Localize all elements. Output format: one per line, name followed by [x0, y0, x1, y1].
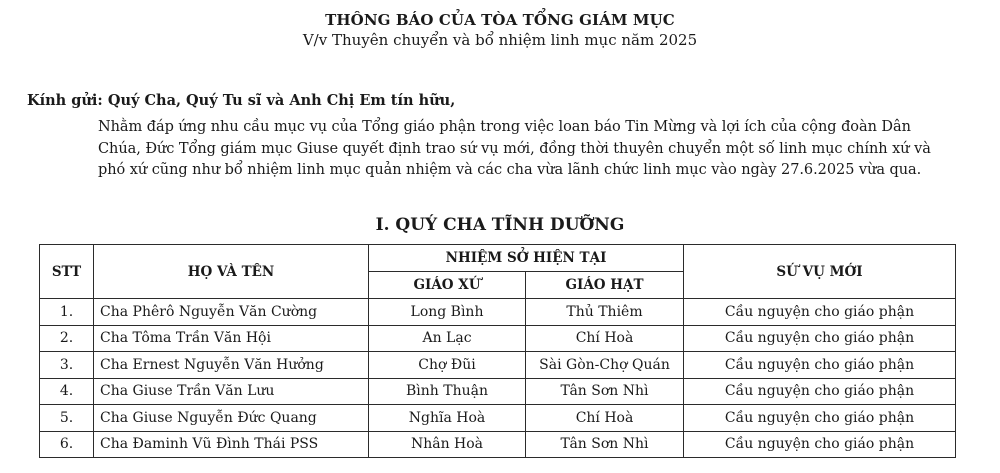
cell-name: Cha Phêrô Nguyễn Văn Cường	[94, 299, 369, 326]
section-heading: I. QUÝ CHA TĨNH DƯỠNG	[375, 215, 625, 235]
table-row	[40, 431, 956, 458]
cell-name: Cha Tôma Trần Văn Hội	[94, 325, 369, 352]
cell-name: Cha Đaminh Vũ Đình Thái PSS	[94, 431, 369, 458]
cell-deanery: Thủ Thiêm	[526, 299, 684, 326]
cell-deanery: Sài Gòn-Chợ Quán	[526, 352, 684, 379]
table-row	[40, 325, 956, 352]
cell-new-mission: Cầu nguyện cho giáo phận	[684, 299, 956, 326]
assignments-table	[39, 244, 956, 458]
cell-stt: 2.	[40, 325, 94, 352]
salutation: Kính gửi: Quý Cha, Quý Tu sĩ và Anh Chị Em tín hữu,	[27, 92, 456, 109]
cell-deanery: Tân Sơn Nhì	[526, 378, 684, 405]
header-current-assignment: NHIỆM SỞ HIỆN TẠI	[369, 245, 684, 272]
table-row	[40, 352, 956, 379]
cell-stt: 6.	[40, 431, 94, 458]
table-row	[40, 405, 956, 432]
cell-parish: An Lạc	[369, 325, 526, 352]
cell-parish: Nghĩa Hoà	[369, 405, 526, 432]
document-title: THÔNG BÁO CỦA TÒA TỔNG GIÁM MỤC	[325, 11, 675, 29]
cell-stt: 1.	[40, 299, 94, 326]
table-row	[40, 378, 956, 405]
header-deanery: GIÁO HẠT	[526, 272, 684, 299]
cell-deanery: Tân Sơn Nhì	[526, 431, 684, 458]
cell-parish: Nhân Hoà	[369, 431, 526, 458]
cell-new-mission: Cầu nguyện cho giáo phận	[684, 431, 956, 458]
intro-paragraph: Nhằm đáp ứng nhu cầu mục vụ của Tổng giáo phận trong việc loan báo Tin Mừng và lợi ích của cộng đoàn Dân Chúa, Đức Tổng giám mục Giuse quyết định trao sứ vụ mới, đồng thời thuyên chuyển một số linh mục chính xứ và phó xứ cũng như bổ nhiệm linh mục quản nhiệm và các cha vừa lãnh chức linh mục vào ngày 27.6.2025 vừa qua.	[98, 119, 931, 178]
header-stt: STT	[40, 245, 94, 299]
document-header	[0, 10, 1000, 50]
cell-deanery: Chí Hoà	[526, 325, 684, 352]
header-name: HỌ VÀ TÊN	[94, 245, 369, 299]
header-new-mission: SỨ VỤ MỚI	[684, 245, 956, 299]
cell-deanery: Chí Hoà	[526, 405, 684, 432]
cell-stt: 5.	[40, 405, 94, 432]
cell-parish: Chợ Đũi	[369, 352, 526, 379]
cell-name: Cha Ernest Nguyễn Văn Hưởng	[94, 352, 369, 379]
cell-new-mission: Cầu nguyện cho giáo phận	[684, 325, 956, 352]
cell-new-mission: Cầu nguyện cho giáo phận	[684, 352, 956, 379]
cell-parish: Bình Thuận	[369, 378, 526, 405]
cell-name: Cha Giuse Nguyễn Đức Quang	[94, 405, 369, 432]
cell-stt: 3.	[40, 352, 94, 379]
cell-name: Cha Giuse Trần Văn Lưu	[94, 378, 369, 405]
cell-parish: Long Bình	[369, 299, 526, 326]
cell-new-mission: Cầu nguyện cho giáo phận	[684, 378, 956, 405]
cell-new-mission: Cầu nguyện cho giáo phận	[684, 405, 956, 432]
header-parish: GIÁO XỨ	[369, 272, 526, 299]
document-subtitle: V/v Thuyên chuyển và bổ nhiệm linh mục năm 2025	[302, 31, 698, 49]
table-row	[40, 299, 956, 326]
cell-stt: 4.	[40, 378, 94, 405]
